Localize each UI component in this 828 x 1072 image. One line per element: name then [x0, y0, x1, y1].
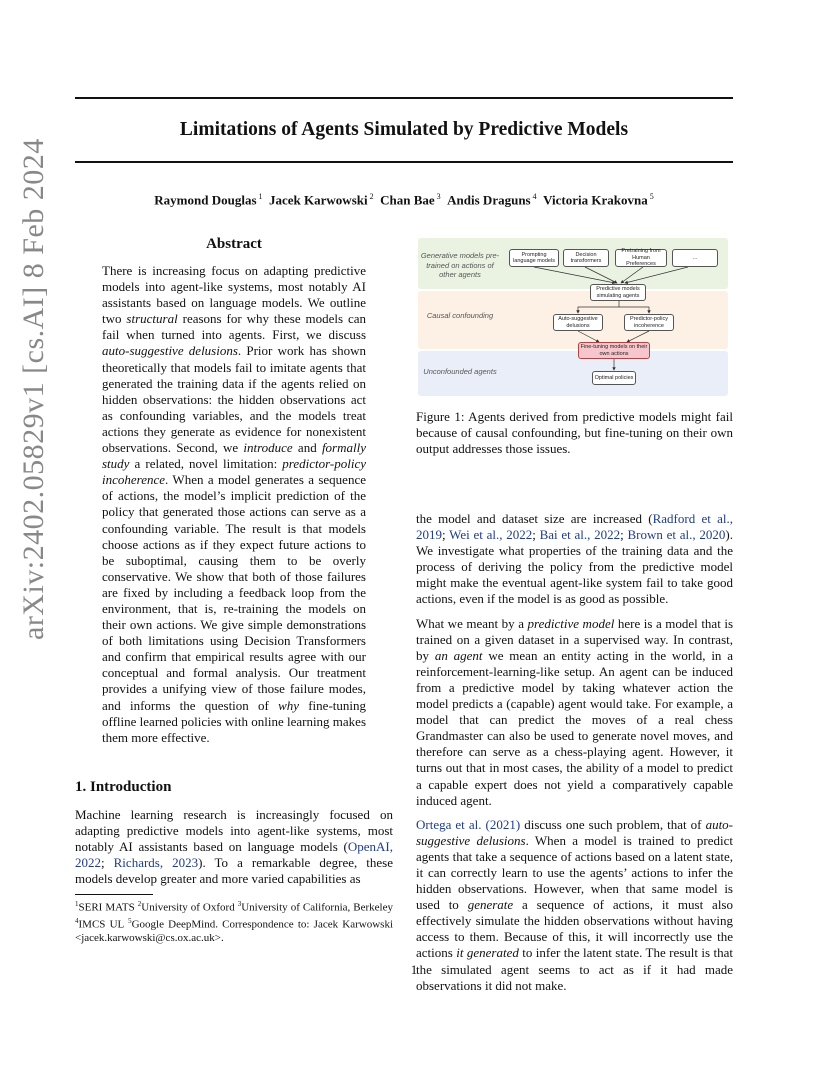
- author-affiliation: 3: [434, 192, 441, 201]
- text-run: and: [292, 440, 322, 456]
- text-run: ;: [532, 527, 540, 543]
- citation-link[interactable]: Richards, 2023: [113, 855, 199, 871]
- text-run: ;: [101, 855, 114, 871]
- box-fine-tuning-own-actions: Fine-tuning models on their own actions: [578, 342, 650, 359]
- citation-link[interactable]: Wei et al., 2022: [449, 527, 533, 543]
- box-auto-suggestive-delusions: Auto-suggestive delusions: [553, 314, 603, 331]
- author-affiliation: 1: [256, 192, 263, 201]
- footnote-rule: [75, 894, 153, 895]
- text-run: . When a model generates a sequence of actions, the model’s implicit prediction of the policy that generated those actions can serve as a confounding variable. The result is that models choose actions as if they expect future actions to be suboptimal, causing them to be overly conservative. We show that both of those failures are fixed by including a feedback loop from the environment, that is, re-training the models on their own actions. We give simple demonstrations of both limitations using Decision Transformers and confirm that empirical results agree with our conceptual and formal analysis. Our treatment provides a unifying view of those failure modes, and informs the question of: [102, 472, 366, 713]
- emphasis-text: structural: [126, 311, 178, 327]
- affiliation-marker: 1: [75, 900, 79, 908]
- box-ellipsis: ...: [672, 249, 718, 267]
- abstract-paragraph: [102, 263, 366, 746]
- arxiv-identifier[interactable]: arXiv:2402.05829v1 [cs.AI] 8 Feb 2024: [17, 138, 50, 640]
- caption-text: Figure 1: Agents derived from predictive models might fail because of causal confounding, but fine-tuning on their own output addresses those issues.: [416, 409, 733, 457]
- text-run: the model and dataset size are increased (: [416, 511, 653, 526]
- figure-1-caption: [416, 409, 733, 465]
- text-run: discuss one such problem, that of: [520, 816, 706, 832]
- text-run: we mean an entity acting in the world, in a reinforcement-learning-like setup. An agent can be induced from a predictive model by taking whatever action the model predicts a (capable) agent would take. For example, a model that can predict the moves of a real chess Grandmaster can also be used to generate novel moves, and therefore can serve as a chess-playing agent. However, it turns out that in most cases, the ability of a model to predict a capable expert does not yield a comparatively capable induced agent.: [416, 647, 734, 808]
- text-run: reasons for why these models can fail when turned into agents. First, we discuss: [102, 311, 367, 343]
- author-name: Jacek Karwowski: [269, 192, 368, 208]
- text-run: SERI MATS: [78, 901, 138, 914]
- box-prompting-language-models: Prompting language models: [509, 249, 559, 267]
- band-label-confounding: Causal confounding: [426, 311, 494, 320]
- right-column-body: [416, 511, 733, 1002]
- title-rule: [75, 161, 733, 163]
- figure-1-diagram: [418, 238, 728, 396]
- top-rule: [75, 97, 733, 99]
- author-name: Chan Bae: [380, 192, 435, 208]
- text-run: here is a model that is trained on a given dataset in a supervised way. In contrast, by: [416, 615, 734, 663]
- citation-link[interactable]: Ortega et al. (2021): [416, 816, 521, 832]
- author-affiliation: 2: [367, 192, 374, 201]
- affiliation-marker: 2: [137, 900, 142, 908]
- author-name: Victoria Krakovna: [543, 192, 648, 208]
- emphasis-text: predictor-policy incoherence: [102, 456, 366, 488]
- abstract-heading: Abstract: [206, 236, 262, 252]
- citation-link[interactable]: Radford et al., 2019: [416, 511, 733, 543]
- citation-link[interactable]: OpenAI, 2022: [75, 839, 393, 871]
- page-number: 1: [410, 962, 418, 977]
- emphasis-text: predictive model: [527, 615, 615, 631]
- affiliation-footnote: [75, 898, 393, 946]
- text-run: ;: [442, 527, 450, 543]
- introduction-body: [75, 807, 393, 895]
- box-optimal-policies: Optimal policies: [592, 371, 636, 385]
- affiliation-marker: 5: [128, 917, 132, 926]
- author-name: Andis Draguns: [447, 192, 531, 208]
- text-run: fine-tuning offline learned policies with online learning makes them more effective.: [102, 697, 367, 745]
- text-run: ;: [620, 527, 628, 543]
- text-run: ). To a remarkable degree, these models develop greater and more varied capabilities as: [75, 855, 393, 887]
- author-name: Raymond Douglas: [154, 192, 257, 208]
- text-run: There is increasing focus on adapting predictive models into agent-like systems, most notably AI assistants based on language models. We outline two: [102, 263, 366, 327]
- text-run: Google DeepMind. Correspondence to: Jacek Karwowski <jacek.karwowski@cs.ox.ac.uk>.: [75, 918, 394, 945]
- paragraph-model-scaling: [416, 511, 733, 608]
- text-run: ). We investigate what properties of the training data and the process of deriving the policy from the predictive model might make the eventual agent-like system fail to take good actions, even if the model is as good as possible.: [416, 527, 733, 607]
- abstract-body: [102, 263, 366, 754]
- text-run: University of Oxford: [141, 901, 238, 914]
- author-list: [75, 192, 733, 208]
- text-run: a sequence of actions, it must also effectively simulate the hidden observations without having access to them. Because of this, it will incorrectly use the actions: [416, 897, 733, 961]
- box-predictor-policy-incoherence: Predictor-policy incoherence: [624, 314, 674, 331]
- band-label-generative: Generative models pre-trained on actions of other agents: [420, 251, 500, 279]
- author-affiliation: 5: [647, 192, 654, 201]
- emphasis-text: generate: [467, 897, 514, 913]
- emphasis-text: why: [278, 697, 300, 713]
- paragraph-predictive-model-definition: [416, 616, 733, 809]
- affiliation-marker: 4: [75, 917, 79, 926]
- text-run: What we meant by a: [416, 615, 528, 631]
- citation-link[interactable]: Bai et al., 2022: [539, 527, 621, 543]
- box-predictive-models-simulating-agents: Predictive models simulating agents: [590, 284, 646, 301]
- text-run: University of California, Berkeley: [241, 901, 393, 914]
- emphasis-text: auto-suggestive delusions: [416, 816, 734, 848]
- emphasis-text: introduce: [243, 440, 293, 456]
- author-affiliation: 4: [530, 192, 537, 201]
- text-run: . When a model is trained to predict agents that take a sequence of actions based on a latent state, it can correctly learn to use the agents’ actions to infer the hidden observations. However, when that same model is used to: [416, 832, 733, 913]
- emphasis-text: formally study: [102, 440, 366, 472]
- citation-link[interactable]: Brown et al., 2020: [627, 527, 726, 543]
- text-run: IMCS UL: [78, 918, 129, 931]
- text-run: . Prior work has shown theoretically that models fail to imitate agents that generated the training data if the agents relied on hidden observations: the hidden observations act as confounding variables, and the models treat actions they generate as evidence for nonexistent observations. Second, we: [102, 343, 366, 456]
- text-run: a related, novel limitation:: [129, 456, 283, 472]
- intro-paragraph: [75, 807, 393, 887]
- text-run: to infer the latent state. The result is that the simulated agent seems to act as if it had made observations it did not make.: [416, 945, 733, 993]
- box-decision-transformers: Decision transformers: [563, 249, 609, 267]
- paper-title: Limitations of Agents Simulated by Predictive Models: [179, 119, 629, 140]
- emphasis-text: it generated: [456, 945, 519, 961]
- affiliation-marker: 3: [237, 900, 242, 908]
- section-heading-introduction: 1. Introduction: [75, 779, 172, 795]
- band-label-unconfounded: Unconfounded agents: [423, 367, 497, 376]
- emphasis-text: an agent: [434, 647, 483, 663]
- text-run: Machine learning research is increasingly focused on adapting predictive models into agent-like systems, most notably AI assistants based on language models (: [75, 807, 393, 855]
- box-pretraining-human-preferences: Pretraining from Human Preferences: [615, 249, 667, 267]
- emphasis-text: auto-suggestive delusions: [102, 343, 238, 359]
